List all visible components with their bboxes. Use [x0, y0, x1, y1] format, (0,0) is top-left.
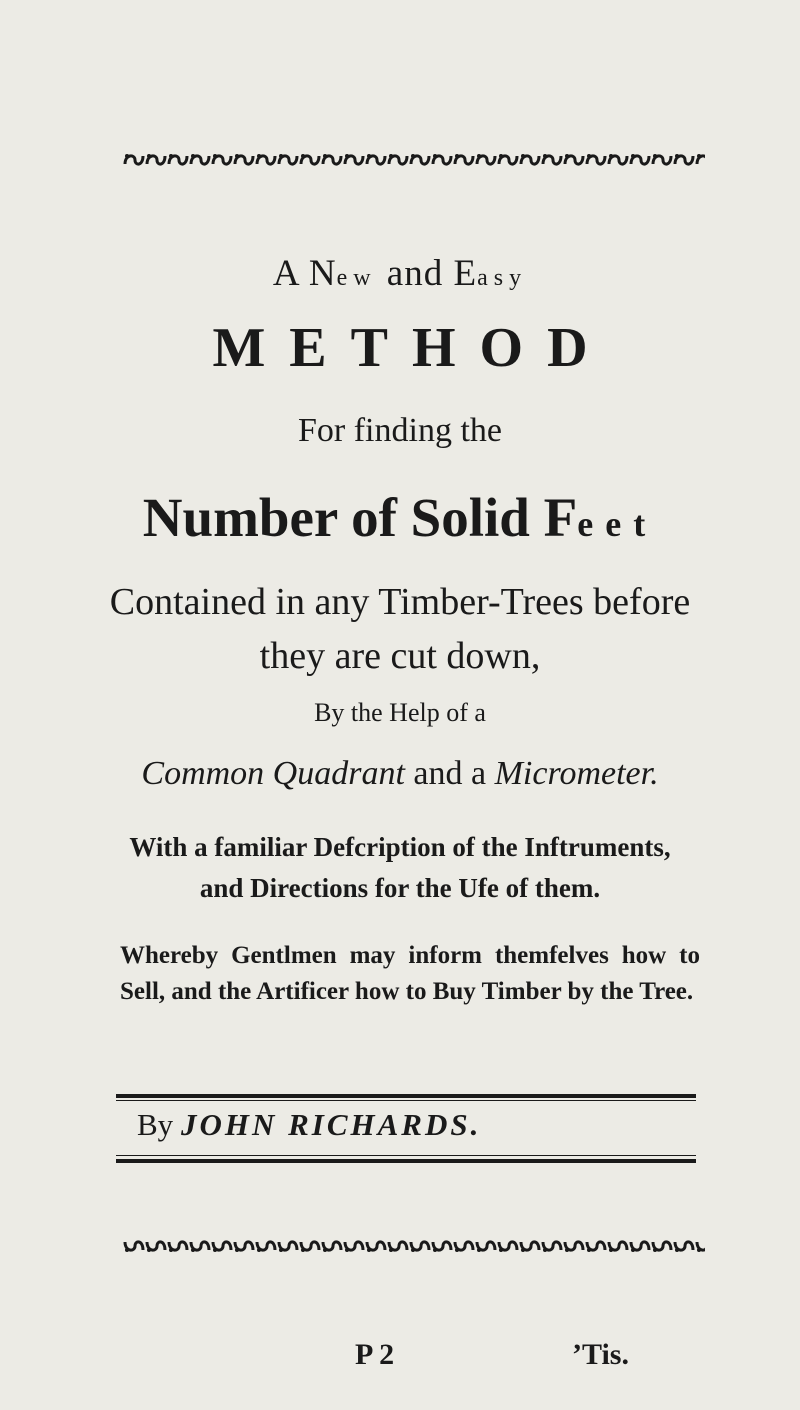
- contained-line: Contained in any Timber-Trees before: [109, 581, 691, 623]
- author-byline: By JOHN RICHARDS.: [137, 1107, 482, 1142]
- by-help-line: By the Help of a: [314, 698, 486, 727]
- whereby-paragraph: Whereby Gentlmen may inform themfelves how to Sell, and the Artificer how to Buy Timber by the Tree.: [120, 942, 700, 1005]
- for-finding-line: For finding the: [298, 412, 502, 449]
- top-double-rule-thin: [116, 1100, 696, 1101]
- top-ornament-border: [123, 150, 705, 170]
- bottom-ornament-border: [123, 1236, 705, 1256]
- instruments-line: Common Quadrant and a Micrometer.: [141, 755, 659, 792]
- title-method: METHOD: [212, 317, 612, 379]
- signature-mark: P 2: [355, 1338, 395, 1371]
- title-line-new-and-easy: A New and Easy: [272, 253, 528, 294]
- description-line: With a familiar Defcription of the Inftruments,: [129, 832, 671, 862]
- number-of-solid-feet-line: Number of Solid Feet: [142, 487, 658, 548]
- top-double-rule: [116, 1094, 696, 1098]
- bottom-double-rule-thin: [116, 1155, 696, 1156]
- directions-line: and Directions for the Ufe of them.: [199, 873, 601, 903]
- catchword: ’Tis.: [572, 1338, 629, 1371]
- cut-down-line: they are cut down,: [259, 635, 541, 677]
- bottom-double-rule: [116, 1159, 696, 1163]
